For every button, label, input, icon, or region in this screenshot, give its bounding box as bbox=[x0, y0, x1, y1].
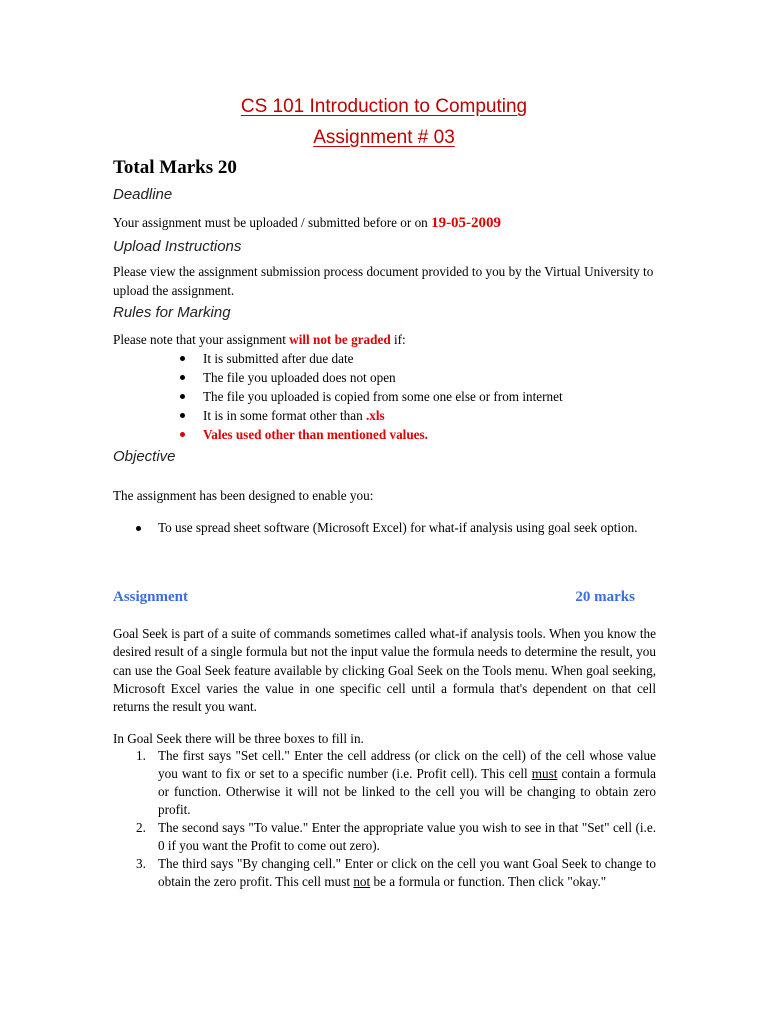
upload-heading: Upload Instructions bbox=[113, 238, 242, 255]
assignment-marks: 20 marks bbox=[575, 589, 635, 605]
step-underlined: must bbox=[531, 766, 558, 781]
rules-intro-emphasis: will not be graded bbox=[289, 332, 391, 347]
bullet-icon bbox=[180, 413, 185, 418]
deadline-sentence: Your assignment must be uploaded / submitted before or on bbox=[113, 215, 432, 230]
step-text: The third says "By changing cell." Enter or click on the cell you want Goal Seek to change to obtain the zero profit. This cell must bbox=[158, 856, 656, 889]
objective-text: To use spread sheet software (Microsoft Excel) for what-if analysis using goal seek option. bbox=[158, 520, 638, 535]
step-underlined: not bbox=[353, 874, 371, 889]
objective-list bbox=[136, 519, 656, 537]
document-subtitle: Assignment # 03 bbox=[313, 127, 455, 148]
rules-intro-after: if: bbox=[390, 332, 406, 347]
rules-heading: Rules for Marking bbox=[113, 304, 231, 321]
rules-intro-before: Please note that your assignment bbox=[113, 332, 290, 347]
bullet-icon bbox=[180, 356, 185, 361]
rule-text: It is submitted after due date bbox=[203, 351, 354, 366]
upload-text: Please view the assignment submission process document provided to you by the Virtual University to upload the assignment. bbox=[113, 264, 654, 298]
step-text-end: be a formula or function. Then click "okay." bbox=[370, 874, 607, 889]
total-marks: Total Marks 20 bbox=[113, 157, 237, 178]
assignment-body: Goal Seek is part of a suite of commands sometimes called what-if analysis tools. When you know the desired result of a single formula but not the input value the formula needs to determine the result, you can use the Goal Seek feature available by clicking Goal Seek on the Tools menu. When goal seeking, Microsoft Excel varies the value in one specific cell until a formula that's dependent on that cell returns the result you want. bbox=[113, 626, 656, 715]
step-number: 2. bbox=[136, 820, 146, 835]
rules-list bbox=[180, 349, 563, 444]
rule-red-text: Vales used other than mentioned values. bbox=[203, 427, 428, 442]
list-item bbox=[180, 368, 563, 387]
step-text: The first says "Set cell." Enter the cell address (or click on the cell) of the cell whose value you want to fix or set to a specific number (i.e. Profit cell). This cell bbox=[158, 748, 656, 781]
bullet-icon bbox=[136, 526, 141, 531]
assignment-header bbox=[113, 589, 635, 606]
rule-text: It is in some format other than bbox=[203, 408, 366, 423]
list-item bbox=[180, 425, 563, 444]
bullet-icon bbox=[180, 375, 185, 380]
list-item bbox=[136, 747, 656, 819]
bullet-icon bbox=[180, 394, 185, 399]
step-number: 1. bbox=[136, 748, 146, 763]
list-item bbox=[180, 349, 563, 368]
list-item bbox=[180, 387, 563, 406]
step-number: 3. bbox=[136, 856, 146, 871]
deadline-heading: Deadline bbox=[113, 186, 173, 203]
rule-text: The file you uploaded is copied from some one else or from internet bbox=[203, 389, 563, 404]
rule-text: The file you uploaded does not open bbox=[203, 370, 396, 385]
steps-list bbox=[136, 747, 656, 891]
document-title: CS 101 Introduction to Computing bbox=[240, 96, 528, 117]
bullet-icon bbox=[180, 432, 185, 437]
list-item bbox=[180, 406, 563, 425]
boxes-intro: In Goal Seek there will be three boxes to fill in. bbox=[113, 731, 364, 746]
deadline-text bbox=[113, 213, 658, 233]
deadline-date: 19-05-2009 bbox=[431, 215, 502, 231]
objective-heading: Objective bbox=[113, 448, 176, 465]
step-text-end: contain a formula or function. Otherwise it will not be linked to the cell you will be changing to obtain zero profit. bbox=[158, 766, 656, 817]
objective-intro: The assignment has been designed to enable you: bbox=[113, 488, 374, 503]
rule-format-ext: .xls bbox=[365, 408, 385, 423]
list-item bbox=[136, 519, 656, 537]
list-item bbox=[136, 819, 656, 855]
list-item bbox=[136, 855, 656, 891]
step-text: The second says "To value." Enter the appropriate value you wish to see in that "Set" cell (i.e. 0 if you want the Profit to come out zero). bbox=[158, 820, 656, 853]
assignment-label: Assignment bbox=[113, 589, 189, 605]
rules-intro bbox=[113, 330, 658, 349]
